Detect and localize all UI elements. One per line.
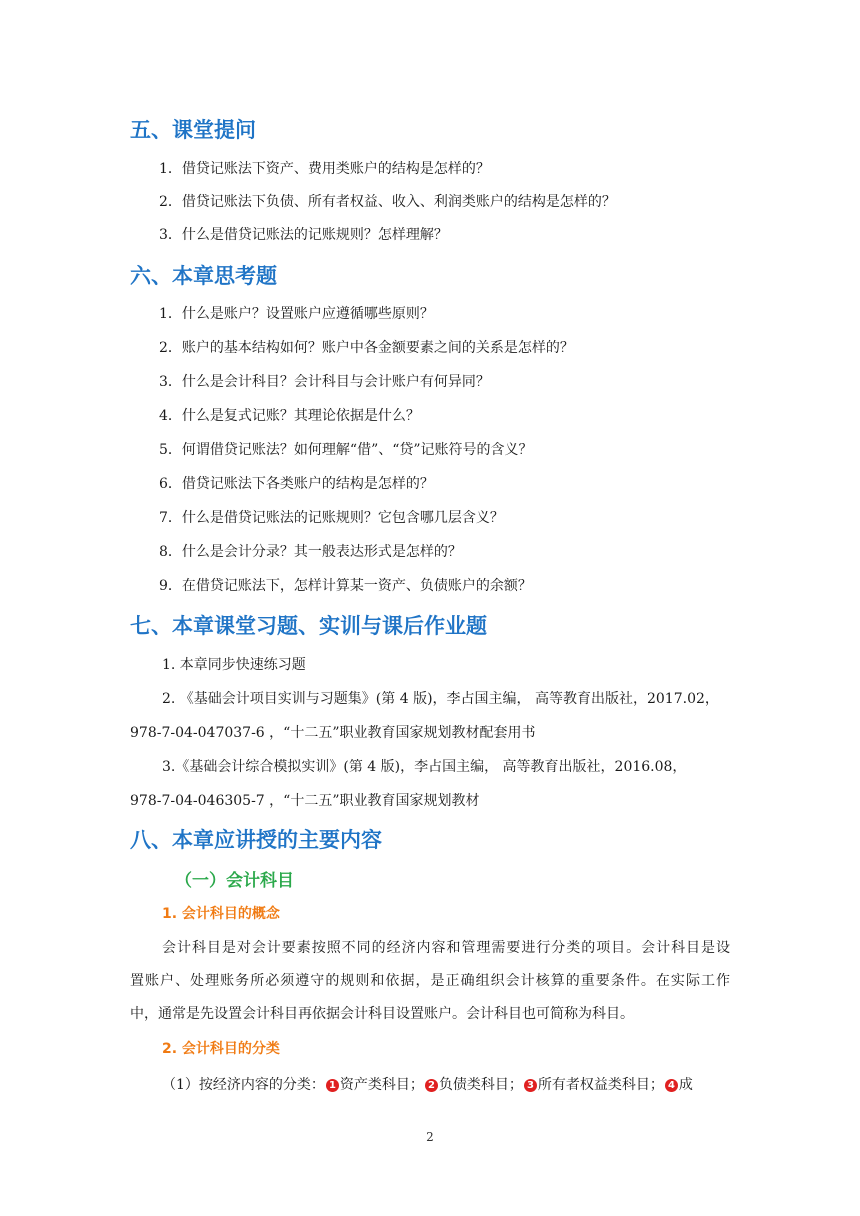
classification-item: 所有者权益类科目； [537,1077,664,1093]
list-item: 6．借贷记账法下各类账户的结构是怎样的？ [159,476,434,492]
list-item: 2．借贷记账法下负债、所有者权益、收入、利润类账户的结构是怎样的？ [159,194,616,210]
section-title-7: 七、本章课堂习题、实训与课后作业题 [130,614,487,638]
list-item: 1．借贷记账法下资产、费用类账户的结构是怎样的？ [159,161,490,177]
classification-intro: （1）按经济内容的分类： [162,1077,325,1093]
list-item: 2. 《基础会计项目实训与习题集》(第 4 版)，李占国主编， 高等教育出版社，2017.02， [162,691,719,707]
list-item: 9．在借贷记账法下，怎样计算某一资产、负债账户的余额？ [159,578,532,594]
list-item: 1．什么是账户？设置账户应遵循哪些原则？ [159,306,434,322]
list-item-continuation: 978-7-04-047037-6 ，“十二五”职业教育国家规划教材配套用书 [130,725,536,741]
number-4-icon: 4 [665,1079,678,1092]
list-item: 5．何谓借贷记账法？如何理解“借”、“贷”记账符号的含义？ [159,442,533,458]
paragraph-line: 中，通常是先设置会计科目再依据会计科目设置账户。会计科目也可简称为科目。 [130,1006,634,1022]
number-2-icon: 2 [425,1079,438,1092]
number-3-icon: 3 [524,1079,537,1092]
paragraph-line: 置账户、处理账务所必须遵守的规则和依据，是正确组织会计核算的重要条件。在实际工作 [130,973,730,989]
page-number: 2 [426,1130,434,1144]
list-item: 8．什么是会计分录？其一般表达形式是怎样的？ [159,544,462,560]
paragraph-line: 会计科目是对会计要素按照不同的经济内容和管理需要进行分类的项目。会计科目是设 [162,940,730,956]
subsubsection-title: 1. 会计科目的概念 [162,906,280,922]
classification-item: 成 [678,1077,693,1093]
list-item-continuation: 978-7-04-046305-7 ，“十二五”职业教育国家规划教材 [130,793,480,809]
subsection-title: （一）会计科目 [175,871,294,891]
subsubsection-title: 2. 会计科目的分类 [162,1041,280,1057]
list-item: 3.《基础会计综合模拟实训》(第 4 版)，李占国主编， 高等教育出版社，2016.08， [162,759,687,775]
section-title-8: 八、本章应讲授的主要内容 [130,828,382,852]
classification-item: 资产类科目； [339,1077,424,1093]
section-title-5: 五、课堂提问 [130,118,256,142]
section-title-6: 六、本章思考题 [130,264,277,288]
classification-item: 负债类科目； [438,1077,523,1093]
list-item: 2．账户的基本结构如何？账户中各金额要素之间的关系是怎样的？ [159,340,574,356]
list-item: 3．什么是会计科目？会计科目与会计账户有何异同？ [159,374,490,390]
list-item: 7．什么是借贷记账法的记账规则？它包含哪几层含义？ [159,510,504,526]
list-item: 4．什么是复式记账？其理论依据是什么？ [159,408,420,424]
number-1-icon: 1 [326,1079,339,1092]
list-item: 1. 本章同步快速练习题 [162,657,306,673]
list-item: 3．什么是借贷记账法的记账规则？怎样理解？ [159,227,448,243]
classification-line [162,1074,693,1094]
